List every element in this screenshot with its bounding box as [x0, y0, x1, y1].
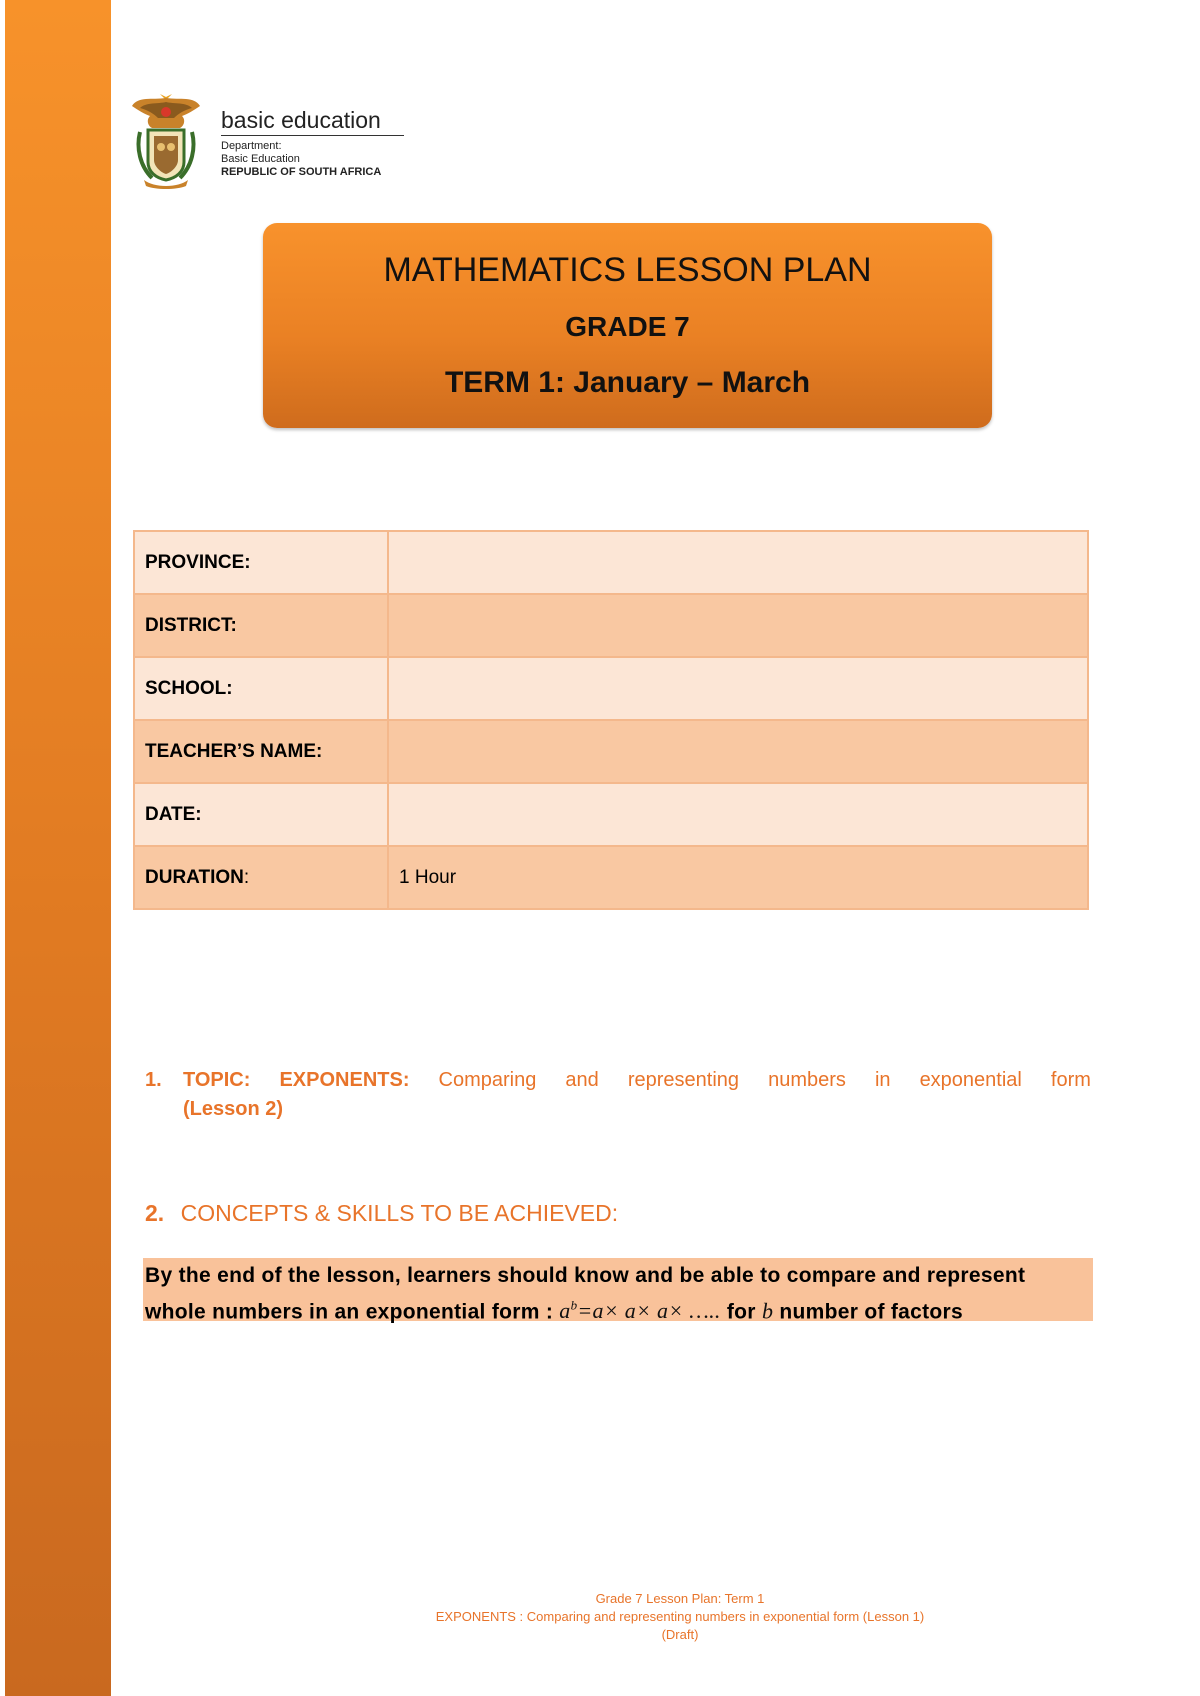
- date-value[interactable]: [388, 783, 1088, 846]
- duration-label: [134, 846, 388, 909]
- table-row: [134, 846, 1088, 909]
- teacher-name-value[interactable]: [388, 720, 1088, 783]
- province-label: PROVINCE:: [134, 531, 388, 594]
- footer-line-1: Grade 7 Lesson Plan: Term 1: [595, 1591, 765, 1606]
- topic-word: representing: [627, 1069, 740, 1091]
- topic-word: numbers: [768, 1069, 846, 1091]
- formula-base: a: [559, 1298, 571, 1324]
- objective-line-1: By the end of the lesson, learners should know and be able to compare and represent: [145, 1264, 1026, 1287]
- footer-line-2: EXPONENTS : Comparing and representing numbers in exponential form (Lesson 1): [435, 1609, 925, 1624]
- table-row: [134, 783, 1088, 846]
- grade-heading: GRADE 7: [565, 311, 690, 342]
- objective-box: [143, 1258, 1093, 1324]
- district-value[interactable]: [388, 594, 1088, 657]
- logo-title: basic education: [221, 107, 381, 133]
- date-label: DATE:: [134, 783, 388, 846]
- lesson-info-table: [133, 530, 1089, 910]
- table-row: [134, 594, 1088, 657]
- title-banner: [263, 223, 992, 428]
- topic-subject: EXPONENTS:: [279, 1069, 410, 1091]
- concepts-number: 2.: [145, 1200, 165, 1226]
- school-value[interactable]: [388, 657, 1088, 720]
- concepts-heading: CONCEPTS & SKILLS TO BE ACHIEVED:: [180, 1200, 619, 1226]
- formula-variable: b: [761, 1298, 774, 1324]
- orange-side-bar: [5, 0, 111, 1696]
- concepts-heading-section: [145, 1200, 618, 1227]
- duration-label-text: DURATION: [145, 866, 244, 888]
- department-logo: [130, 92, 410, 192]
- topic-label: TOPIC:: [183, 1069, 251, 1091]
- term-heading: TERM 1: January – March: [444, 366, 811, 399]
- table-row: [134, 720, 1088, 783]
- footer-line-3: (Draft): [661, 1627, 699, 1642]
- objective-line-2: [145, 1291, 1091, 1327]
- logo-basic-education: Basic Education: [221, 153, 300, 165]
- district-label: DISTRICT:: [134, 594, 388, 657]
- duration-label-colon: :: [243, 866, 250, 888]
- topic-word: exponential: [919, 1069, 1022, 1091]
- logo-country: REPUBLIC OF SOUTH AFRICA: [221, 166, 382, 178]
- topic-word: form: [1050, 1069, 1091, 1091]
- objective-prefix: whole numbers in an exponential form :: [145, 1300, 554, 1324]
- logo-text: [221, 108, 404, 179]
- topic-section: [145, 1066, 1091, 1124]
- objective-suffix: number of factors: [779, 1300, 964, 1324]
- topic-lesson: (Lesson 2): [183, 1098, 284, 1120]
- teacher-name-label: TEACHER’S NAME:: [134, 720, 388, 783]
- topic-word: Comparing: [438, 1069, 537, 1091]
- logo-divider: [221, 135, 404, 136]
- topic-word: and: [565, 1069, 599, 1091]
- topic-number: 1.: [145, 1069, 162, 1091]
- coat-of-arms-icon: [130, 92, 202, 190]
- topic-lesson-line: [183, 1095, 1091, 1124]
- logo-department: Department:: [221, 140, 282, 152]
- page-title: MATHEMATICS LESSON PLAN: [383, 251, 872, 289]
- table-row: [134, 657, 1088, 720]
- objective-for: for: [726, 1300, 756, 1324]
- table-row: [134, 531, 1088, 594]
- exponent-formula: [559, 1298, 720, 1323]
- formula-exponent: b: [570, 1298, 578, 1313]
- school-label: SCHOOL:: [134, 657, 388, 720]
- topic-line: [183, 1066, 1091, 1095]
- province-value[interactable]: [388, 531, 1088, 594]
- page-footer: [280, 1590, 1080, 1644]
- topic-word: in: [874, 1069, 891, 1091]
- formula-expansion: =a× a× a× …..: [577, 1298, 721, 1324]
- duration-value[interactable]: 1 Hour: [388, 846, 1088, 909]
